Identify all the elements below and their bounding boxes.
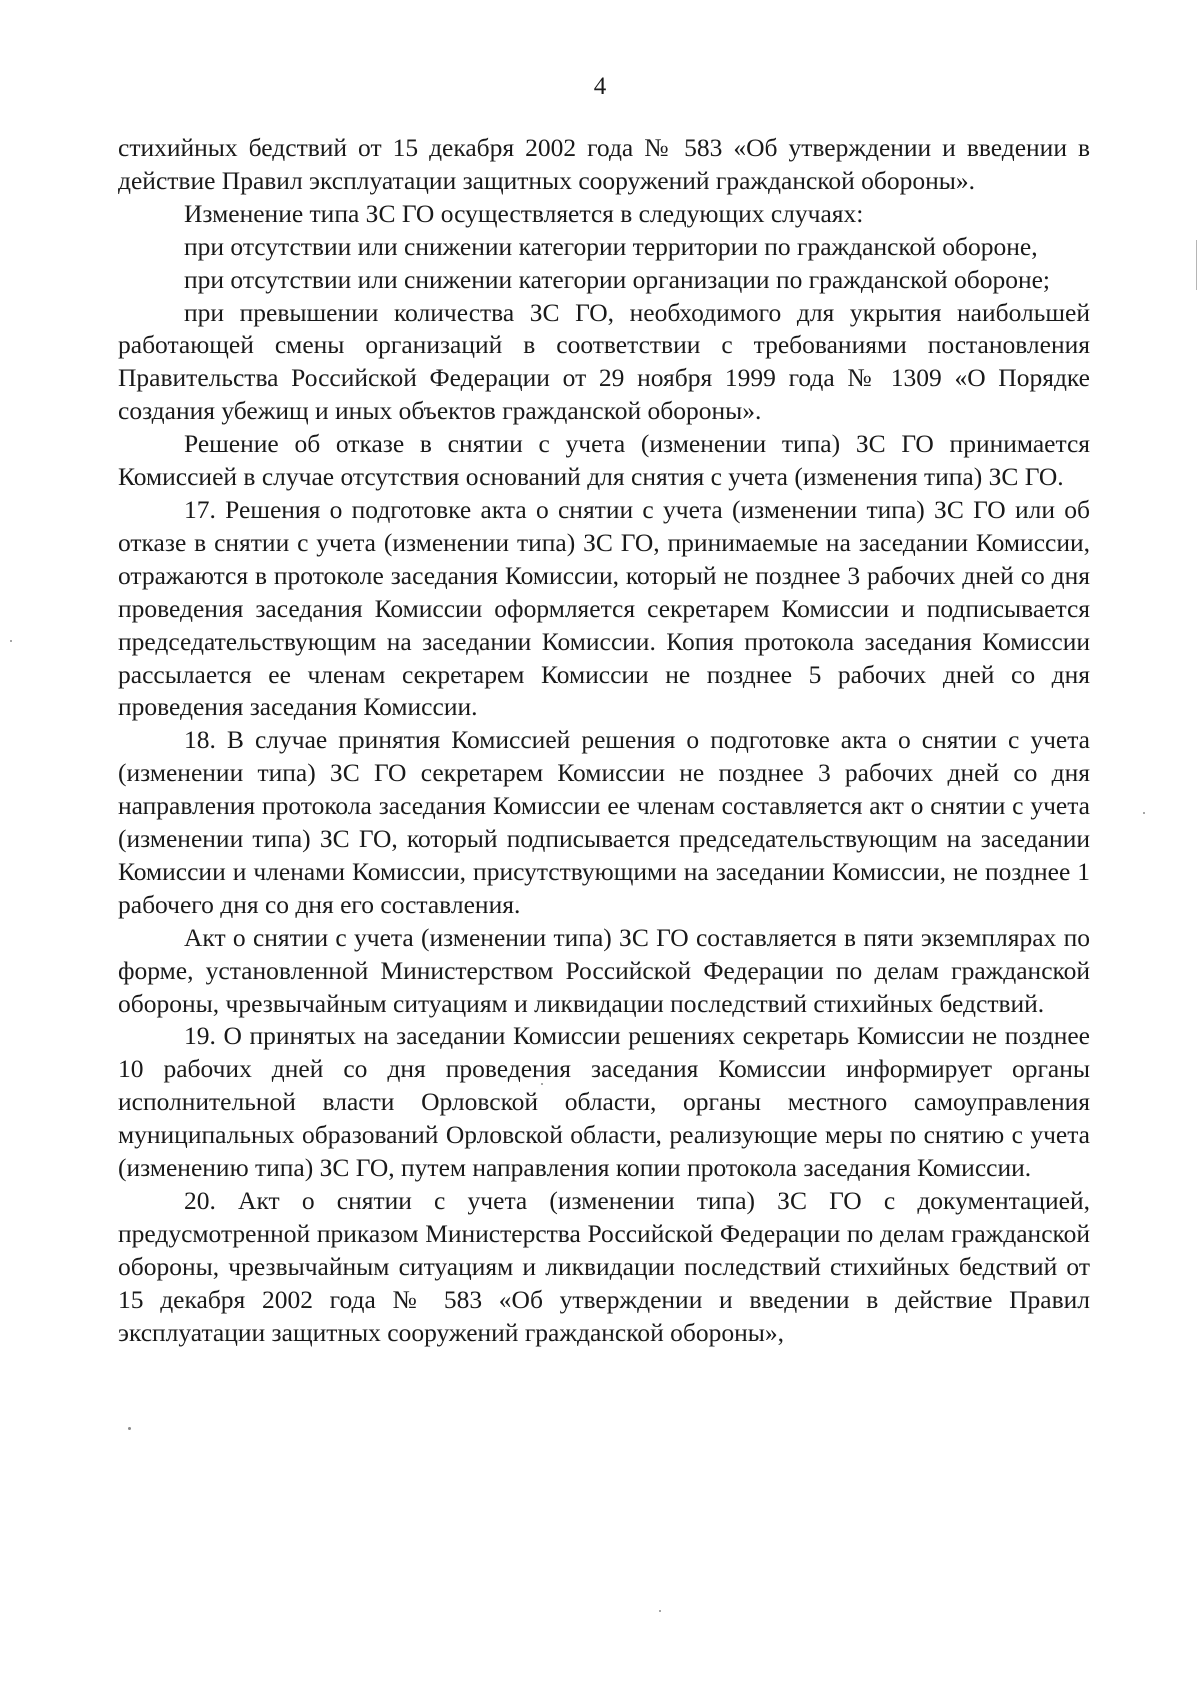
scan-speck	[128, 1427, 131, 1430]
paragraph-item-18: 18. В случае принятия Комиссией решения о подготовке акта о снятии с учета (изменении типа) ЗС ГО секретарем Комиссии не позднее 3 рабочих дней со дня направления протокола заседания Комиссии ее членам составляется акт о снятии с учета (изменении типа) ЗС ГО, который подписывается председательствующим на заседании Комиссии и членами Комиссии, присутствующими на заседании Комиссии, не позднее 1 рабочего дня со дня его составления.	[118, 725, 1090, 919]
scan-speck	[1143, 812, 1145, 814]
paragraph-item-17: 17. Решения о подготовке акта о снятии с учета (изменении типа) ЗС ГО или об отказе в снятии с учета (изменении типа) ЗС ГО, принимаемые на заседании Комиссии, отражаются в протоколе заседания Комиссии, который не позднее 3 рабочих дней со дня проведения заседания Комиссии оформляется секретарем Комиссии и подписывается председательствующим на заседании Комиссии. Копия протокола заседания Комиссии рассылается ее членам секретарем Комиссии не позднее 5 рабочих дней со дня проведения заседания Комиссии.	[118, 494, 1090, 722]
scan-speck	[659, 1610, 661, 1612]
paragraph-item-20: 20. Акт о снятии с учета (изменении типа) ЗС ГО с документацией, предусмотренной приказом Министерства Российской Федерации по делам гражданской обороны, чрезвычайным ситуациям и ликвидации последствий стихийных бедствий от 15 декабря 2002 года № 583 «Об утверждении и введении в действие Правил эксплуатации защитных сооружений гражданской обороны»,	[118, 1186, 1090, 1347]
paragraph-case-territory: при отсутствии или снижении категории территории по гражданской обороне,	[184, 231, 1038, 261]
paragraph-continuation: стихийных бедствий от 15 декабря 2002 года № 583 «Об утверждении и введении в действие Правил эксплуатации защитных сооружений гражданской обороны».	[118, 133, 1090, 195]
paragraph-act-copies: Акт о снятии с учета (изменении типа) ЗС ГО составляется в пяти экземплярах по форме, установленной Министерством Российской Федерации по делам гражданской обороны, чрезвычайным ситуациям и ликвидации последствий стихийных бедствий.	[118, 922, 1090, 1018]
paragraph-case-organization: при отсутствии или снижении категории организации по гражданской обороне;	[184, 264, 1051, 294]
scan-speck	[10, 640, 12, 642]
paragraph-item-19: 19. О принятых на заседании Комиссии решениях секретарь Комиссии не позднее 10 рабочих дней со дня проведения заседания Комиссии информирует органы исполнительной власти Орловской области, органы местного самоуправления муниципальных образований Орловской области, реализующие меры по снятию с учета (изменению типа) ЗС ГО, путем направления копии протокола заседания Комиссии.	[118, 1021, 1090, 1183]
scan-speck	[541, 1083, 543, 1085]
scan-edge-mark	[1196, 240, 1197, 290]
paragraph-refusal-decision: Решение об отказе в снятии с учета (изменении типа) ЗС ГО принимается Комиссией в случае отсутствия оснований для снятия с учета (изменения типа) ЗС ГО.	[118, 429, 1090, 492]
page-number: 4	[593, 73, 607, 100]
paragraph-type-change-cases: Изменение типа ЗС ГО осуществляется в следующих случаях:	[184, 198, 864, 228]
paragraph-case-excess: при превышении количества ЗС ГО, необходимого для укрытия наибольшей работающей смены организаций в соответствии с требованиями постановления Правительства Российской Федерации от 29 ноября 1999 года № 1309 «О Порядке создания убежищ и иных объектов гражданской обороны».	[118, 297, 1090, 426]
document-body	[118, 132, 1090, 1350]
